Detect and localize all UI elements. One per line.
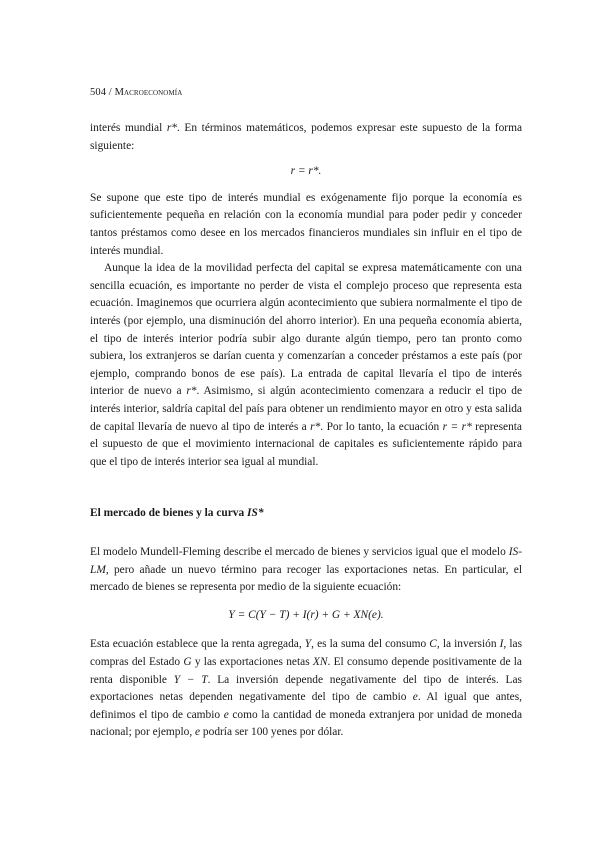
paragraph-capital-mobility: Aunque la idea de la movilidad perfecta del capital se expresa matemáticamente con una sencilla ecuación, es importante no perder de vista el complejo proceso que representa esta ecuación. Imaginemos que ocurriera algún acontecimiento que subiera normalmente el tipo de interés (por ejemplo, una disminución del ahorro interior). En una pequeña economía abierta, el tipo de interés interior podría subir algo durante algún tiempo, pero tan pronto como subiera, los extranjeros se darían cuenta y comenzarían a conceder préstamos a este país (por ejemplo, comprando bonos de ese país). La entrada de capital llevaría el tipo de interés interior de nuevo a r*. Asimismo, si algún acontecimiento comenzara a reducir el tipo de interés interior, saldría capital del país para obtener un rendimiento mayor en otro y esta salida de capital llevaría de nuevo al tipo de interés a r*. Por lo tanto, la ecuación r = r* representa el supuesto de que el movimiento internacional de capitales es suficientemente rápido para que el tipo de interés interior sea igual al mundial. (90, 262, 523, 468)
paragraph-exogenous-rate: Se supone que este tipo de interés mundial es exógenamente fijo porque la economía es suficientemente pequeña en relación con la economía mundial para poder pedir y conceder tantos préstamos como desee en los mercados financieros mundiales sin influir en el tipo de interés mundial. (90, 191, 522, 257)
running-title: Macroeconomía (114, 87, 183, 98)
paragraph-mundell-fleming: El modelo Mundell-Fleming describe el mercado de bienes y servicios igual que el modelo IS-LM, pero añade un nuevo término para recoger las exportaciones netas. En particular, el mercado de bienes se representa por medio de la siguiente ecuación: (90, 546, 522, 594)
body-text-bottom (90, 544, 522, 742)
equation-r-equals-rstar: r = r*. (290, 165, 322, 178)
paragraph-equation-explanation: Esta ecuación establece que la renta agregada, Y, es la suma del consumo C, la inversión I, las compras del Estado G y las exportaciones netas XN. El consumo depende positivamente de la renta disponible Y − T. La inversión depende negativamente del tipo de interés. Las exportaciones netas dependen negativamente del tipo de cambio e. Al igual que antes, definimos el tipo de cambio e como la cantidad de moneda extranjera por unidad de moneda nacional; por ejemplo, e podría ser 100 yenes por dólar. (90, 638, 523, 739)
header-separator: / (108, 87, 112, 98)
running-header (90, 87, 182, 98)
equation-goods-market: Y = C(Y − T) + I(r) + G + XN(e). (228, 608, 384, 621)
section-heading: El mercado de bienes y la curva IS* (90, 507, 264, 519)
body-text-top (90, 120, 522, 471)
page-number: 504 (90, 87, 107, 98)
paragraph-intro: interés mundial r*. En términos matemáticos, podemos expresar este supuesto de la forma siguiente: (90, 122, 522, 152)
